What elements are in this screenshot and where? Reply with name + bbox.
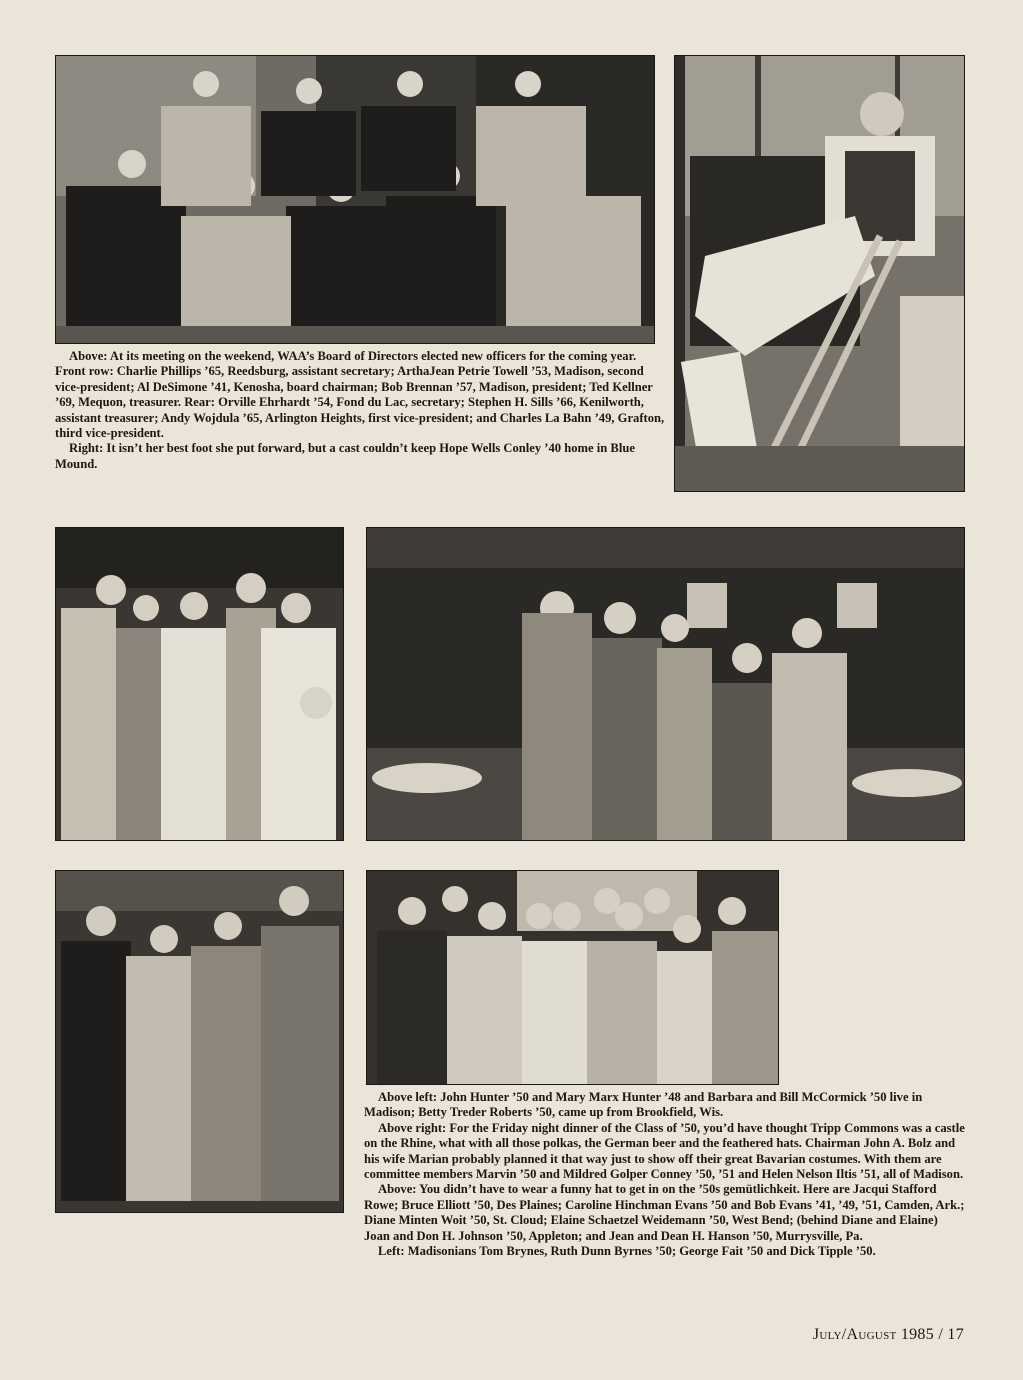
folio-page: / 17 xyxy=(938,1326,964,1343)
caption-class-of-50 xyxy=(364,1090,966,1259)
caption-board-above: Above: At its meeting on the weekend, WAA’s Board of Directors elected new officers for the coming year. Front row: Charlie Phillips ’65, Reedsburg, assistant secretary; ArthaJean Petrie Towell ’53, Madison, second vice-president; Al DeSimone ’41, Kenosha, board chairman; Bob Brennan ’57, Madison, president; Ted Kellner ’69, Mequon, treasurer. Rear: Orville Ehrhardt ’54, Fond du Lac, secretary; Stephen H. Sills ’66, Kenilworth, assistant treasurer; Andy Wojdula ’65, Arlington Heights, first vice-president; and Charles La Bahn ’49, Grafton, third vice-president. xyxy=(55,349,665,441)
photo-bavarian-costumes xyxy=(366,527,965,841)
photo-brynes-fait-tipple xyxy=(55,870,344,1213)
caption-above-right: Above right: For the Friday night dinner of the Class of ’50, you’d have thought Tripp Commons was a castle on the Rhine, what with all those polkas, the German beer and the feathered hats. Chairman John A. Bolz and his wife Marian probably planned it that way just to show off their great Bavarian costumes. With them are committee members Marvin ’50 and Mildred Golper Conney ’50, ’51 and Helen Nelson Iltis ’51, all of Madison. xyxy=(364,1120,965,1182)
caption-left: Left: Madisonians Tom Brynes, Ruth Dunn Byrnes ’50; George Fait ’50 and Dick Tipple ’50. xyxy=(378,1244,876,1259)
folio-issue: July/August xyxy=(812,1326,897,1343)
photo-woman-with-cast xyxy=(674,55,965,492)
folio-year: 1985 xyxy=(900,1326,935,1343)
photo-hunters-mccormicks xyxy=(55,527,344,841)
caption-board-of-directors xyxy=(55,349,665,472)
caption-above: Above: You didn’t have to wear a funny hat to get in on the ’50s gemütlichkeit. Here are Jacqui Stafford Rowe; Bruce Elliott ’50, Des Plaines; Caroline Hinchman Evans ’50 and Bob Evans ’41, ’49, ’51, Camden, Ark.; Diane Minten Woit ’50, St. Cloud; Elaine Schaetzel Weidemann ’50, West Bend; (behind Diane and Elaine) Joan and Don H. Johnson ’50, Appleton; and Jean and Dean H. Hanson ’50, Murrysville, Pa. xyxy=(364,1182,965,1243)
page-folio xyxy=(750,1326,964,1344)
caption-above-left: Above left: John Hunter ’50 and Mary Marx Hunter ’48 and Barbara and Bill McCormick ’50 live in Madison; Betty Treder Roberts ’50, came up from Brookfield, Wis. xyxy=(364,1090,923,1120)
photo-board-of-directors xyxy=(55,55,655,344)
caption-board-right: Right: It isn’t her best foot she put forward, but a cast couldn’t keep Hope Wells Conley ’40 home in Blue Mound. xyxy=(55,441,635,471)
photo-50s-group xyxy=(366,870,779,1085)
